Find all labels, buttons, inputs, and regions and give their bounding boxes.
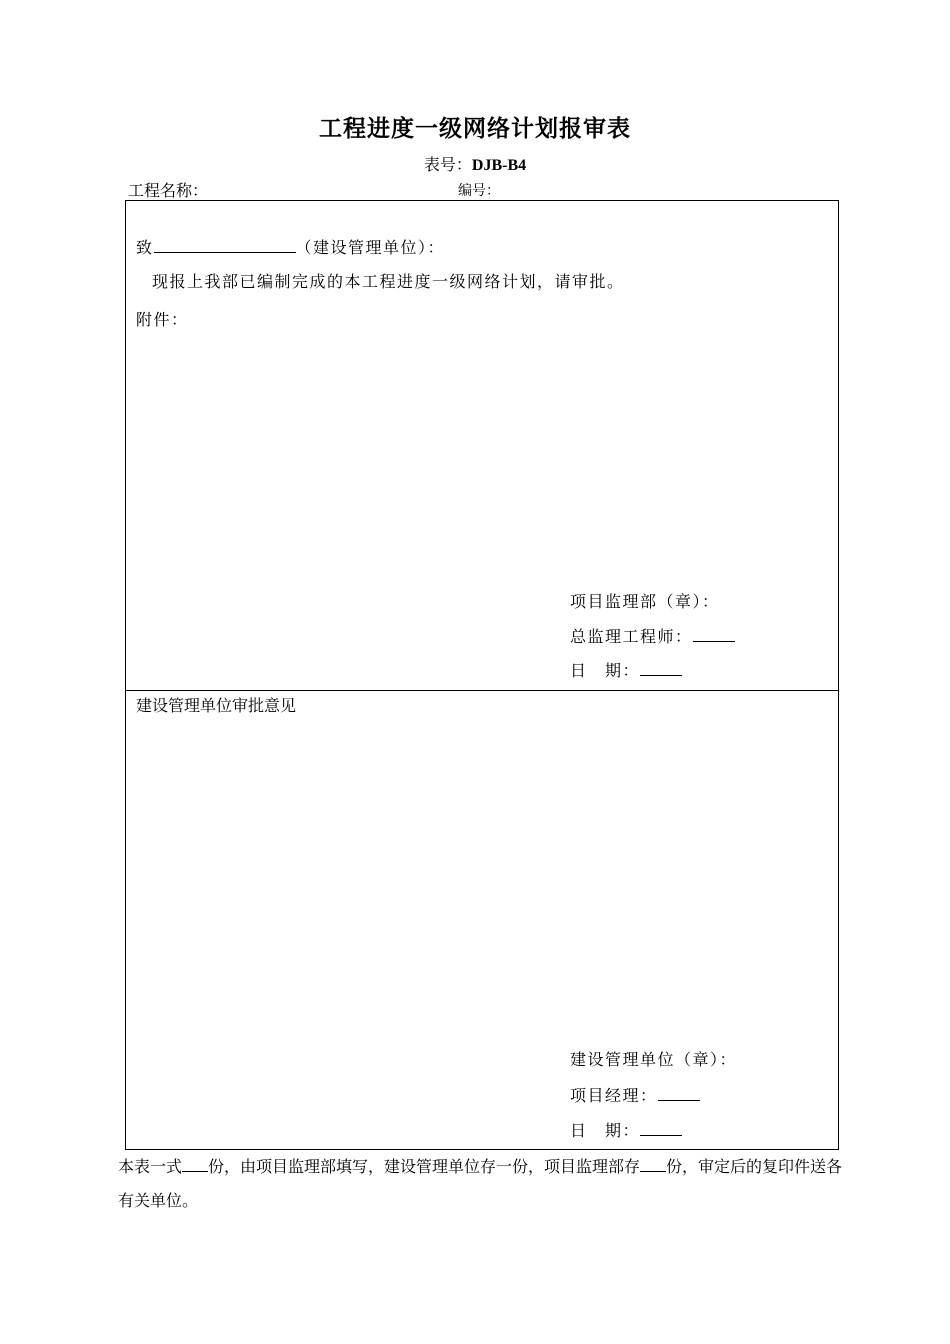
- chief-engineer-label: 总监理工程师：: [570, 627, 693, 646]
- project-manager-label: 项目经理：: [570, 1086, 658, 1105]
- approval-heading: 建设管理单位审批意见: [136, 696, 297, 715]
- footer-part3: 份，审定后的复印件送各有关单位。: [118, 1157, 843, 1210]
- footer-part2: 份，由项目监理部填写，建设管理单位存一份，项目监理部存: [208, 1157, 641, 1176]
- footer-part1: 本表一式: [118, 1157, 183, 1176]
- supervision-date-line: [570, 658, 682, 681]
- form-title: 工程进度一级网络计划报审表: [319, 116, 631, 142]
- addressee-suffix: （建设管理单位）：: [295, 238, 446, 257]
- form-number-line: [0, 152, 950, 175]
- approval-date-label: 日 期：: [570, 1121, 641, 1140]
- addressee-prefix: 致: [136, 238, 154, 257]
- section-divider: [126, 690, 838, 691]
- supervision-copies-blank[interactable]: [640, 1157, 666, 1172]
- attachment-label: 附件：: [136, 310, 189, 329]
- copies-blank[interactable]: [182, 1157, 208, 1172]
- addressee-line: [136, 235, 445, 258]
- addressee-blank[interactable]: [154, 238, 296, 253]
- chief-engineer-blank[interactable]: [693, 627, 735, 642]
- form-table: [125, 200, 839, 1150]
- project-manager-blank[interactable]: [658, 1086, 700, 1101]
- document-number-label: 编号：: [458, 183, 500, 199]
- chief-engineer-line: [570, 624, 735, 647]
- supervision-seal-label: 项目监理部（章）：: [570, 592, 720, 611]
- supervision-date-label: 日 期：: [570, 661, 641, 680]
- form-number-code: DJB-B4: [471, 157, 527, 174]
- owner-seal-label: 建设管理单位（章）：: [570, 1050, 738, 1069]
- footer-note: [118, 1150, 853, 1218]
- submission-body: 现报上我部已编制完成的本工程进度一级网络计划，请审批。: [152, 272, 625, 291]
- supervision-date-blank[interactable]: [640, 661, 682, 676]
- form-number-label: 表号：: [423, 155, 472, 174]
- project-name-label: 工程名称：: [128, 181, 209, 200]
- project-manager-line: [570, 1083, 700, 1106]
- approval-date-blank[interactable]: [640, 1121, 682, 1136]
- approval-date-line: [570, 1118, 682, 1141]
